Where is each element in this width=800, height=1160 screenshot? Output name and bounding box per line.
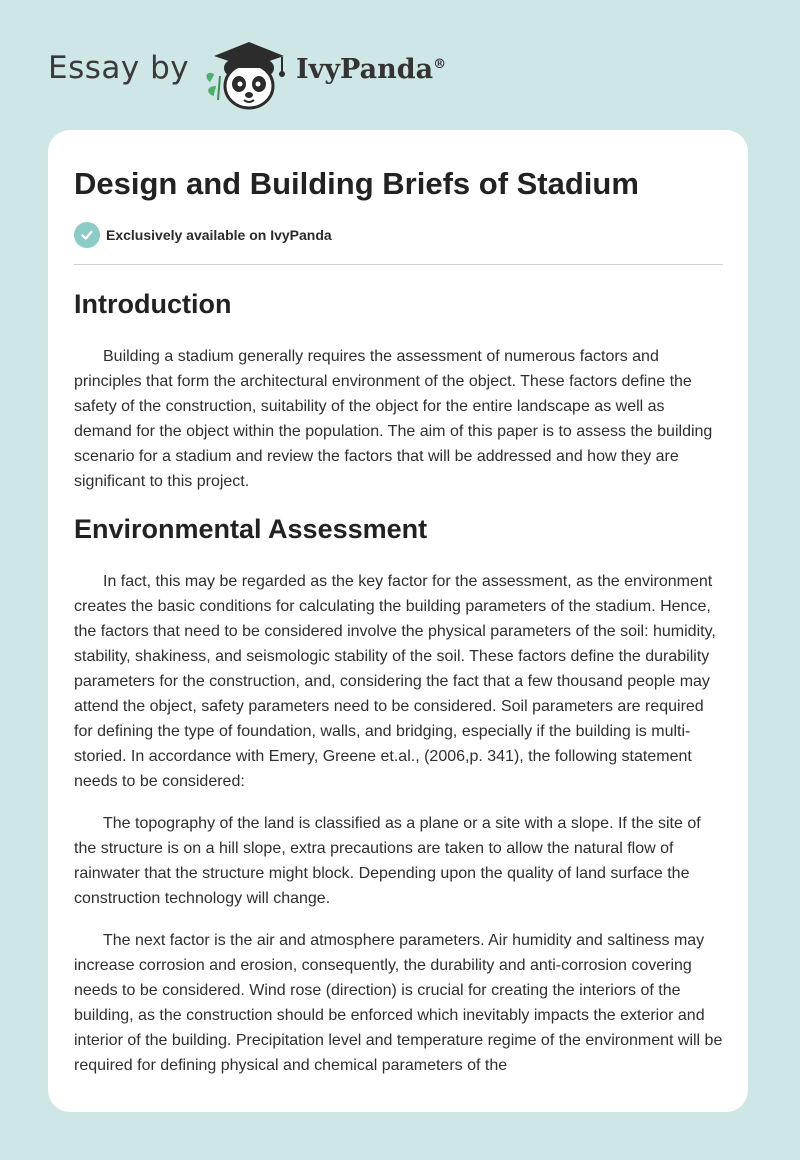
page-title: Design and Building Briefs of Stadium	[74, 166, 639, 201]
essay-card	[48, 130, 748, 1112]
essay-by-label: Essay by	[48, 50, 190, 86]
registered-mark: ®	[433, 57, 447, 72]
paragraph: The next factor is the air and atmosphere parameters. Air humidity and saltiness may increase corrosion and erosion, consequently, the durability and anti-corrosion covering needs to be considered. Wind rose (direction) is crucial for creating the interiors of the building, as the construction should be enforced which inevitably impacts the exterior and interior of the building. Precipitation level and temperature regime of the environment will be required for defining physical and chemical parameters of the	[74, 932, 723, 1074]
site-header	[0, 0, 800, 130]
exclusive-badge	[74, 222, 723, 248]
paragraph: In fact, this may be regarded as the key factor for the assessment, as the environment creates the basic conditions for calculating the building parameters of the stadium. Hence, the factors that need to be considered involve the physical parameters of the soil: humidity, stability, shakiness, and seismologic stability of the soil. These factors define the durability parameters for the construction, and, considering the fact that a few thousand people may attend the object, safety parameters need to be considered. Soil parameters are required for defining the type of foundation, walls, and bridging, especially if the building is multi-storied. In accordance with Emery, Greene et.al., (2006,p. 341), the following statement needs to be considered:	[74, 573, 716, 790]
quoted-paragraph: The topography of the land is classified as a plane or a site with a slope. If the site of the structure is on a hill slope, extra precautions are taken to allow the natural flow of rainwater that the structure might block. Depending upon the quality of land surface the construction technology will change.	[74, 815, 701, 907]
title-divider	[74, 264, 723, 265]
exclusive-label: Exclusively available on IvyPanda	[106, 227, 332, 243]
section-heading-environmental-assessment: Environmental Assessment	[74, 514, 428, 544]
essay-content	[74, 164, 723, 1078]
section-heading-introduction: Introduction	[74, 289, 232, 319]
check-icon	[74, 222, 100, 248]
paragraph: Building a stadium generally requires the assessment of numerous factors and principles that form the architectural environment of the object. These factors define the safety of the construction, suitability of the object for the entire landscape as well as demand for the object within the population. The aim of this paper is to assess the building scenario for a stadium and review the factors that will be addressed and how they are significant to this project.	[74, 348, 713, 490]
ivypanda-logo-icon[interactable]	[198, 36, 294, 112]
ivypanda-brand-name[interactable]: IvyPanda®	[296, 54, 447, 85]
